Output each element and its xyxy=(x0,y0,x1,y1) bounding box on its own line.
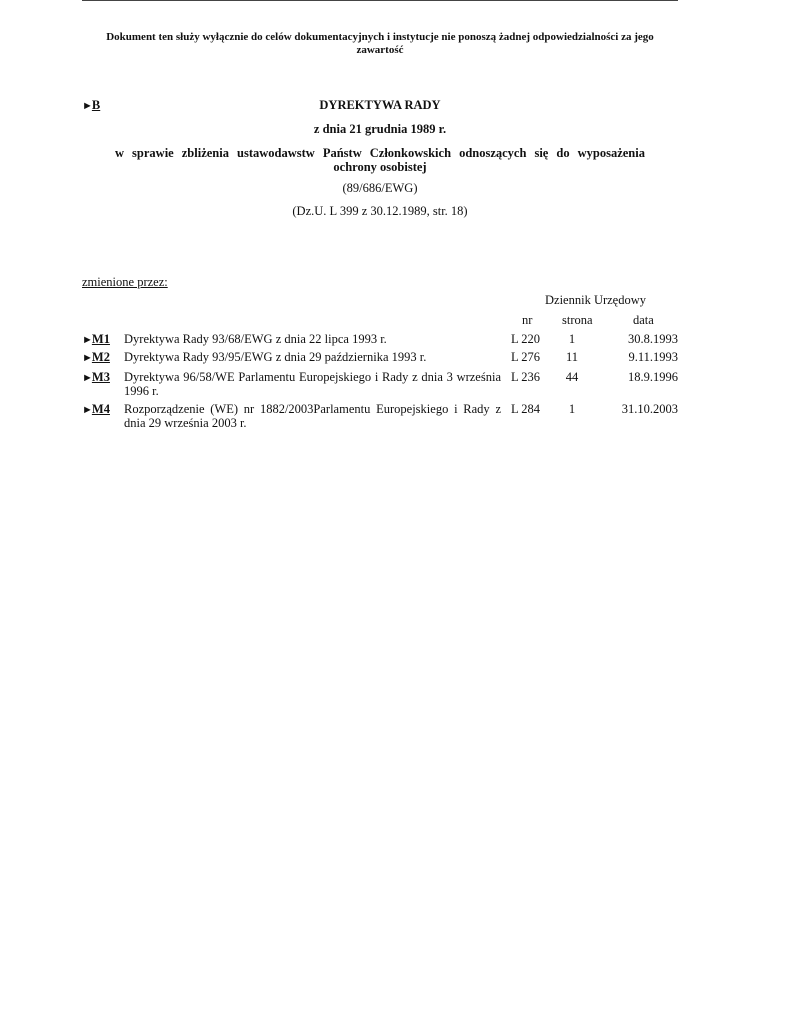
base-marker-code[interactable]: B xyxy=(91,98,101,112)
disclaimer: Dokument ten służy wyłącznie do celów dokumentacyjnych i instytucje nie ponoszą żadnej odpowiedzialności za jego zawartość xyxy=(106,31,654,56)
amendment-marker[interactable] xyxy=(82,402,110,417)
amendment-date: 18.9.1996 xyxy=(628,370,678,384)
amendment-code[interactable]: M3 xyxy=(91,370,110,384)
triangle-right-icon: ► xyxy=(82,334,92,346)
document-number: (89/686/EWG) xyxy=(342,181,418,195)
amendment-page: 44 xyxy=(565,370,579,384)
amendment-date: 31.10.2003 xyxy=(621,402,678,416)
amendment-description: Dyrektywa Rady 93/95/EWG z dnia 29 października 1993 r. xyxy=(124,350,427,364)
top-rule xyxy=(82,0,678,1)
amendment-description: Dyrektywa 96/58/WE Parlamentu Europejskiego i Rady z dnia 3 września 1996 r. xyxy=(124,370,501,398)
amendment-date: 30.8.1993 xyxy=(628,332,678,346)
triangle-right-icon: ► xyxy=(82,404,92,416)
amendment-marker[interactable] xyxy=(82,350,110,365)
document-date: z dnia 21 grudnia 1989 r. xyxy=(313,122,447,136)
amendment-journal-nr: L 220 xyxy=(511,332,541,346)
triangle-right-icon: ► xyxy=(82,352,92,364)
triangle-right-icon: ► xyxy=(82,100,92,112)
amendment-page: 1 xyxy=(568,332,576,346)
amendment-journal-nr: L 236 xyxy=(511,370,541,384)
amendment-marker[interactable] xyxy=(82,370,110,385)
column-header-page: strona xyxy=(562,313,593,327)
column-header-date: data xyxy=(633,313,654,327)
document-title: DYREKTYWA RADY xyxy=(319,98,441,112)
journal-header: Dziennik Urzędowy xyxy=(545,293,647,307)
amendment-description: Rozporządzenie (WE) nr 1882/2003Parlamentu Europejskiego i Rady z dnia 29 września 2003 r. xyxy=(124,402,501,430)
amendment-page: 11 xyxy=(565,350,579,364)
amendment-code[interactable]: M4 xyxy=(91,402,110,416)
amendment-journal-nr: L 284 xyxy=(511,402,541,416)
amendment-description: Dyrektywa Rady 93/68/EWG z dnia 22 lipca 1993 r. xyxy=(124,332,387,346)
column-header-nr: nr xyxy=(522,313,533,327)
amendment-marker[interactable] xyxy=(82,332,110,347)
oj-reference: (Dz.U. L 399 z 30.12.1989, str. 18) xyxy=(292,204,468,218)
amendment-date: 9.11.1993 xyxy=(628,350,678,364)
amendment-journal-nr: L 276 xyxy=(511,350,541,364)
amended-by-label: zmienione przez: xyxy=(82,275,168,289)
amendment-code[interactable]: M1 xyxy=(91,332,110,346)
amendment-code[interactable]: M2 xyxy=(91,350,110,364)
document-subject: w sprawie zbliżenia ustawodawstw Państw Członkowskich odnoszących się do wyposażenia ochrony osobistej xyxy=(115,146,645,174)
triangle-right-icon: ► xyxy=(82,372,92,384)
amendment-page: 1 xyxy=(568,402,576,416)
